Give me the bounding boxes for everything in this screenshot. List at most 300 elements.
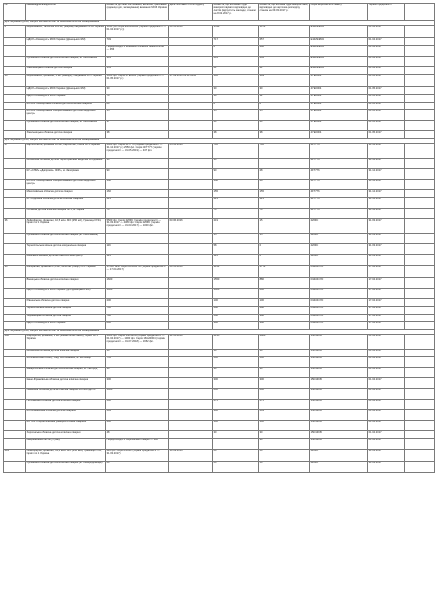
row-date: 03.11.2016 [169,25,213,38]
row-quantity: 30 [106,367,169,378]
document-sheet [3,3,434,473]
table-row [4,94,435,102]
row-blank [405,265,435,278]
row-blank [405,307,435,315]
row-series: 15D13KB [310,388,368,399]
row-name: Полтавська обласна дитяча клінічна лікарня [26,399,106,410]
row-used-letters: 58 [213,244,259,255]
row-name: Миколаївська обласна дитяча лікарня [26,190,106,198]
row-expiry: 31.12.2017 [368,208,405,219]
table-row [4,410,435,421]
row-series: 4FT776 [310,198,368,209]
row-series: D14041YD [310,265,368,278]
row-number [4,388,26,399]
row-number [4,38,26,46]
row-used-card: 2774 [259,265,310,278]
row-used-card: 100 [259,420,310,431]
row-blank [405,56,435,67]
row-used-card: 15 [259,110,310,121]
row-name: Хмельницька обласна дитяча лікарня [26,67,106,75]
row-number [4,438,26,449]
row-series: 4FT776 [310,169,368,180]
row-name: Луганська обласна дитяча клінічна лікарня (м. Лисичанськ) [26,233,106,244]
row-used-letters: 219 [213,219,259,234]
row-used-letters: 100 [213,420,259,431]
row-used-letters: 300 [213,378,259,389]
row-quantity: 749 [106,38,169,46]
row-blank [405,299,435,307]
row-date [169,399,213,410]
header-used-by-letters: Кількість, що на якими буде використовувати відповідно до листів (відпустить заклади, станом на 8.02.2017 р. [213,4,259,21]
row-quantity: Перерозподіл з Херсонської лікарні — 300 [106,438,169,449]
row-series: Е10294834 [310,67,368,75]
row-quantity: 38 [106,131,169,139]
row-date [169,244,213,255]
row-expiry: 31.03.2017 [368,233,405,244]
header-date: Дата поставки Стопп Адресу [169,4,213,21]
row-number [4,307,26,315]
section-title: Для лікування дітей, хворих на онкологічні та онкогематологічні захворювання [4,20,435,25]
row-name: НДСЛ «Охматдит» МОЗ України [26,94,106,102]
row-number [4,244,26,255]
row-number [4,169,26,180]
row-number: 16 [4,74,26,87]
row-name: Мікрофолін, флакони, 1 мл (Февастатин-ПЕВА), Ізраїл по 1 Україна [26,334,106,349]
row-expiry: 31.12.2017 [368,179,405,190]
row-quantity: 125 [106,255,169,266]
row-blank [405,87,435,95]
row-blank [405,399,435,410]
row-date [169,45,213,56]
header-expiry: Термін придатності [368,4,405,21]
row-used-letters: 548 [213,314,259,322]
table-row [4,357,435,368]
row-used-letters: 732 [213,144,259,159]
row-blank [405,179,435,190]
row-series: D14041YD [310,307,368,315]
row-name: НДСЛ «Охматдит» МОЗ України (Донецьких ЄМ) [26,38,106,46]
header-number: № [4,4,26,21]
row-expiry: 31.12.2017 [368,158,405,169]
row-name: КУ «Одеська обласна дитяча клінічна лікарня» [26,198,106,209]
row-date [169,190,213,198]
row-quantity: 151 [106,67,169,75]
row-blank [405,431,435,439]
row-expiry: 01.04.2017 [368,431,405,439]
row-series: 15D13KB [310,431,368,439]
row-blank [405,420,435,431]
row-name: Вориконазол, таблетки 200 мг, (Фарма) пакування по 30 Україна [26,25,106,38]
row-number [4,357,26,368]
section-title: Для лікування дітей, хворих на онкологічні та онкогематологічні захворювання [4,138,435,143]
row-used-letters: 30 [213,367,259,378]
row-series: 4YE0004 [310,87,368,95]
row-name: НДСЛ «Охматдит» МОЗ України [26,322,106,330]
row-blank [405,74,435,87]
row-series: Е10294834 [310,38,368,46]
row-expiry: 01.04.2017 [368,388,405,399]
row-name: Карбоплатин, флакони 10 мл, Карбоплат, Італія по 1 Україна [26,144,106,159]
row-expiry: 17.04.2017 [368,322,405,330]
row-date [169,307,213,315]
row-expiry: 01.04.2017 [368,367,405,378]
row-number [4,367,26,378]
row-used-letters: 10 [213,94,259,102]
row-used-letters: 70 [213,208,259,219]
row-series: 2269C [310,244,368,255]
row-used-letters: 100 [213,299,259,307]
row-number [4,102,26,110]
row-name: КУ «СПМ» «Дніпровсь. ЗОР», м. Запоріжжя [26,169,106,180]
table-row [4,431,435,439]
row-used-card: 50 [259,462,310,473]
row-used-card: 1374 [259,25,310,38]
row-expiry: 01.04.2017 [368,410,405,421]
row-used-letters: 500 [213,357,259,368]
row-blank [405,244,435,255]
row-used-card: 10 [259,349,310,357]
row-date: 05.12.2016 [169,144,213,159]
row-used-letters: 90 [213,169,259,180]
row-used-card: 100 [259,299,310,307]
row-used-letters: 15 [213,110,259,121]
row-date [169,233,213,244]
row-series: 4YE0004 [310,74,368,87]
row-date [169,179,213,190]
row-date [169,288,213,299]
row-quantity: 700 [106,307,169,315]
row-date: 03.11.2016 [169,265,213,278]
row-blank [405,314,435,322]
row-number: 282 [4,334,26,349]
row-expiry: 31.12.2017 [368,198,405,209]
row-expiry: 01.04.2017 [368,420,405,431]
row-number [4,158,26,169]
row-date [169,438,213,449]
row-used-letters: 3154 [213,265,259,278]
table-row [4,198,435,209]
row-name: «Обласна Ваш очищ., лікд. постачання», м. Житомир [26,357,106,368]
row-name: Національний інститут раку [26,438,106,449]
row-used-letters: 717 [213,38,259,46]
row-expiry: 01.04.2017 [368,38,405,46]
row-used-card: 498 [259,307,310,315]
table-row [4,399,435,410]
row-used-letters: 0 [213,45,259,56]
row-number [4,87,26,95]
row-series: 4FT776 [310,190,368,198]
row-expiry: 01.04.2017 [368,56,405,67]
row-number [4,56,26,67]
row-series: 15D13KB [310,349,368,357]
table-row [4,38,435,46]
row-expiry: 01.04.2017 [368,25,405,38]
row-used-letters [213,438,259,449]
table-row [4,307,435,315]
row-series: D14041YD [310,314,368,322]
row-used-letters: 60 [213,449,259,462]
row-series: 4FT776 [310,158,368,169]
table-row [4,190,435,198]
row-date [169,314,213,322]
row-quantity: 2000 фл. Серія 15D13KB (термін придатності — 01.04.2017) — 1000 фл. Серія 16G20004 (термін придатності — 01.07.2018) — 1652 фл. [106,334,169,349]
row-expiry: 31.12.2017 [368,190,405,198]
row-date [169,120,213,131]
row-date: 27.09.2016 03.11.2016 [169,74,213,87]
row-expiry: 01.04.2017 [368,334,405,349]
row-quantity: 10 [106,349,169,357]
row-quantity: 30 [106,87,169,95]
row-name: Вориконазол, флакони, 5 мл (Завод»), пакування по 1 Україна [26,74,106,87]
row-name: НДСЛ «Охматдит» МОЗ України (для Донецьких ЄМ) [26,288,106,299]
row-quantity: 160 [106,190,169,198]
row-name: КЗ ТОР «Тернопільська університетська лікарня» [26,420,106,431]
row-number [4,399,26,410]
row-expiry: 01.05.2017 [368,131,405,139]
row-series: 15D13KB [310,420,368,431]
table-row [4,449,435,462]
row-name: КЗ ЗОР «Запорізька обласна дитяча клінічна лікарня» [26,102,106,110]
row-series: 4FT776 [310,179,368,190]
row-used-letters: 155 [213,190,259,198]
row-number [4,349,26,357]
row-date [169,94,213,102]
table-row [4,314,435,322]
row-quantity: 70 [106,94,169,102]
header-quantity: Кількість до бази постачання, включно, фасована (одиниця дог, запакування) вказаних МОЗ України [106,4,169,21]
row-quantity: 17000 табл Серія D14041YD (термін придатності — 17.04.2017) [106,265,169,278]
row-series: 15D13KB [310,357,368,368]
table-row [4,179,435,190]
row-blank [405,158,435,169]
row-expiry: 17.04.2017 [368,314,405,322]
row-expiry: 01.05.2017 [368,110,405,121]
row-used-card: 30 [259,367,310,378]
distribution-table [3,3,435,473]
row-used-card: 38 [259,131,310,139]
row-quantity: 221 [106,198,169,209]
row-used-card: 880 [259,278,310,289]
row-series: 2269C [310,255,368,266]
table-row [4,169,435,180]
table-row [4,462,435,473]
table-row [4,278,435,289]
row-used-letters: 1000 [213,288,259,299]
row-blank [405,233,435,244]
row-blank [405,25,435,38]
row-number [4,179,26,190]
row-number [4,198,26,209]
row-blank [405,357,435,368]
row-date [169,322,213,330]
row-used-card: 15 [259,219,310,234]
row-blank [405,378,435,389]
row-expiry: 31.03.2017 [368,244,405,255]
row-used-card: 482 [259,45,310,56]
row-quantity: 755 [106,357,169,368]
row-blank [405,367,435,378]
row-number [4,110,26,121]
row-name: Луганська обласна дитяча клінічна лікарня, м. Лисичанськ [26,120,106,131]
row-date [169,158,213,169]
row-series: 4FT776 [310,144,368,159]
section-title: Для лікування дітей, хворих на онкологічні та онкогематологічні захворювання [4,329,435,334]
row-quantity: 90 [106,169,169,180]
row-number [4,67,26,75]
row-expiry: 31.03.2017 [368,462,405,473]
row-number [4,288,26,299]
row-number [4,378,26,389]
row-quantity: 1000 [106,288,169,299]
row-used-card: 0 [259,255,310,266]
row-expiry: 01.05.2017 [368,102,405,110]
row-series: 15D13KB [310,438,368,449]
row-name: Волинська обласна дитяча клінічна лікарня [26,349,106,357]
row-date [169,378,213,389]
row-quantity: 70 [106,208,169,219]
row-used-letters: 30 [213,158,259,169]
row-name: Лейкоферин, флакони, 33,6 млн. МО (236 мкл) Гранокцит®34, Ізраїл по 1 Україна [26,449,106,462]
row-quantity: 1600 [106,278,169,289]
row-used-card: 28 [259,179,310,190]
row-used-letters: 221 [213,198,259,209]
row-expiry: 31.03.2017 [368,255,405,266]
row-series: Е10294834 [310,25,368,38]
row-quantity: 500 [106,399,169,410]
row-blank [405,410,435,421]
row-blank [405,38,435,46]
row-used-letters: 498 [213,307,259,315]
row-used-letters: 15 [213,233,259,244]
table-row [4,244,435,255]
row-number [4,131,26,139]
row-date [169,38,213,46]
row-number [4,299,26,307]
row-expiry: 01.05.2017 [368,120,405,131]
row-number [4,94,26,102]
row-number [4,120,26,131]
table-row [4,299,435,307]
row-date [169,420,213,431]
row-used-letters: 600 [213,388,259,399]
row-used-card: 12 [259,94,310,102]
row-used-letters: 300 [213,410,259,421]
row-series: 4YE0004 [310,102,368,110]
row-name: Тернопільська міська дитяча комунальна лікарня [26,244,106,255]
row-quantity: 300 [106,378,169,389]
row-name: Чернівецька обласна дитяча лікарня [26,314,106,322]
row-number [4,45,26,56]
row-expiry: 17.04.2017 [368,299,405,307]
table-row [4,334,435,349]
table-row [4,158,435,169]
row-blank [405,334,435,349]
row-expiry: 31.03.2017 [368,449,405,462]
table-row [4,255,435,266]
row-blank [405,45,435,56]
row-series: 4YE0004 [310,94,368,102]
row-blank [405,144,435,159]
row-quantity: 2000 фл. Серія 4FT776 (термін придатності — 31.12.2017 р.) 2550 фл. Серія 4FT777 (термін придатності — 31.05.2019) — 437 фл. [106,144,169,159]
row-name: Івано-Франківська обласна дитяча клінічна лікарня [26,378,106,389]
table-row [4,120,435,131]
row-name: Закарпатська обласна дитяча клінічна лікарня, м. Ужгород [26,367,106,378]
row-name: НДСЛ «Охматдит» МОЗ України (Донецьких ЄМ) [26,87,106,95]
table-row [4,56,435,67]
table-row [4,420,435,431]
row-date [169,67,213,75]
row-number [4,255,26,266]
row-used-card: 275 [259,399,310,410]
row-used-card: 30 [259,87,310,95]
row-series: 2269C [310,462,368,473]
row-number [4,278,26,289]
row-blank [405,288,435,299]
row-number [4,322,26,330]
row-blank [405,462,435,473]
row-date [169,255,213,266]
row-used-letters: 390 [213,322,259,330]
row-used-letters: 10 [213,349,259,357]
row-series: 4YE0004 [310,120,368,131]
row-used-card: 28 [259,169,310,180]
row-number: 293 [4,449,26,462]
row-name: Київський міський дитячий онкологічний центр [26,255,106,266]
row-name: Херсонська обласна дитяча клінічна лікарня [26,431,106,439]
row-quantity: 15 [106,110,169,121]
row-quantity: 48 [106,431,169,439]
row-used-card: 348 [259,322,310,330]
row-used-card: 732 [259,144,310,159]
row-number [4,410,26,421]
row-used-card: 2080 [259,334,310,349]
row-series: D14041YD [310,278,368,289]
row-used-card: 23 [259,120,310,131]
row-used-card: 0 [259,244,310,255]
row-expiry: 01.05.2017 [368,74,405,87]
row-blank [405,94,435,102]
row-date [169,198,213,209]
row-name: Волинське обласне дитяче територіальне медичне об'єднання [26,158,106,169]
row-expiry: 31.12.2017 [368,144,405,159]
header-series: Серія виробничого пакету [310,4,368,21]
header-used-by-card: Кількість, що на яким буде використано, відповідно до карточки-розподілу, станом на 09.03.2017 р. [259,4,310,21]
row-date [169,131,213,139]
row-name: Луганська обласна дитяча клінічна лікарня (м. Сєвєродонецьк) [26,462,106,473]
row-quantity: 5500 фл. Серія 2269C (термін придатності — 31.03.2017 — 4380 фл. Серія 2269C (термін придатності — 31.03.2017) — 1000 фл. [106,219,169,234]
row-series: 15D13KB [310,334,368,349]
row-blank [405,131,435,139]
row-series: 15D13KB [310,367,368,378]
row-blank [405,120,435,131]
table-row [4,322,435,330]
row-series: 4FT776 [310,208,368,219]
table-row [4,378,435,389]
row-number [4,462,26,473]
row-number [4,420,26,431]
row-expiry: 01.04.2017 [368,357,405,368]
table-row [4,25,435,38]
row-expiry: 01.04.2017 [368,349,405,357]
table-body [4,20,435,472]
row-date [169,87,213,95]
row-name [26,45,106,56]
row-quantity: 80 [106,102,169,110]
row-blank [405,110,435,121]
row-used-card: 264 [259,56,310,67]
row-date [169,102,213,110]
row-date [169,169,213,180]
